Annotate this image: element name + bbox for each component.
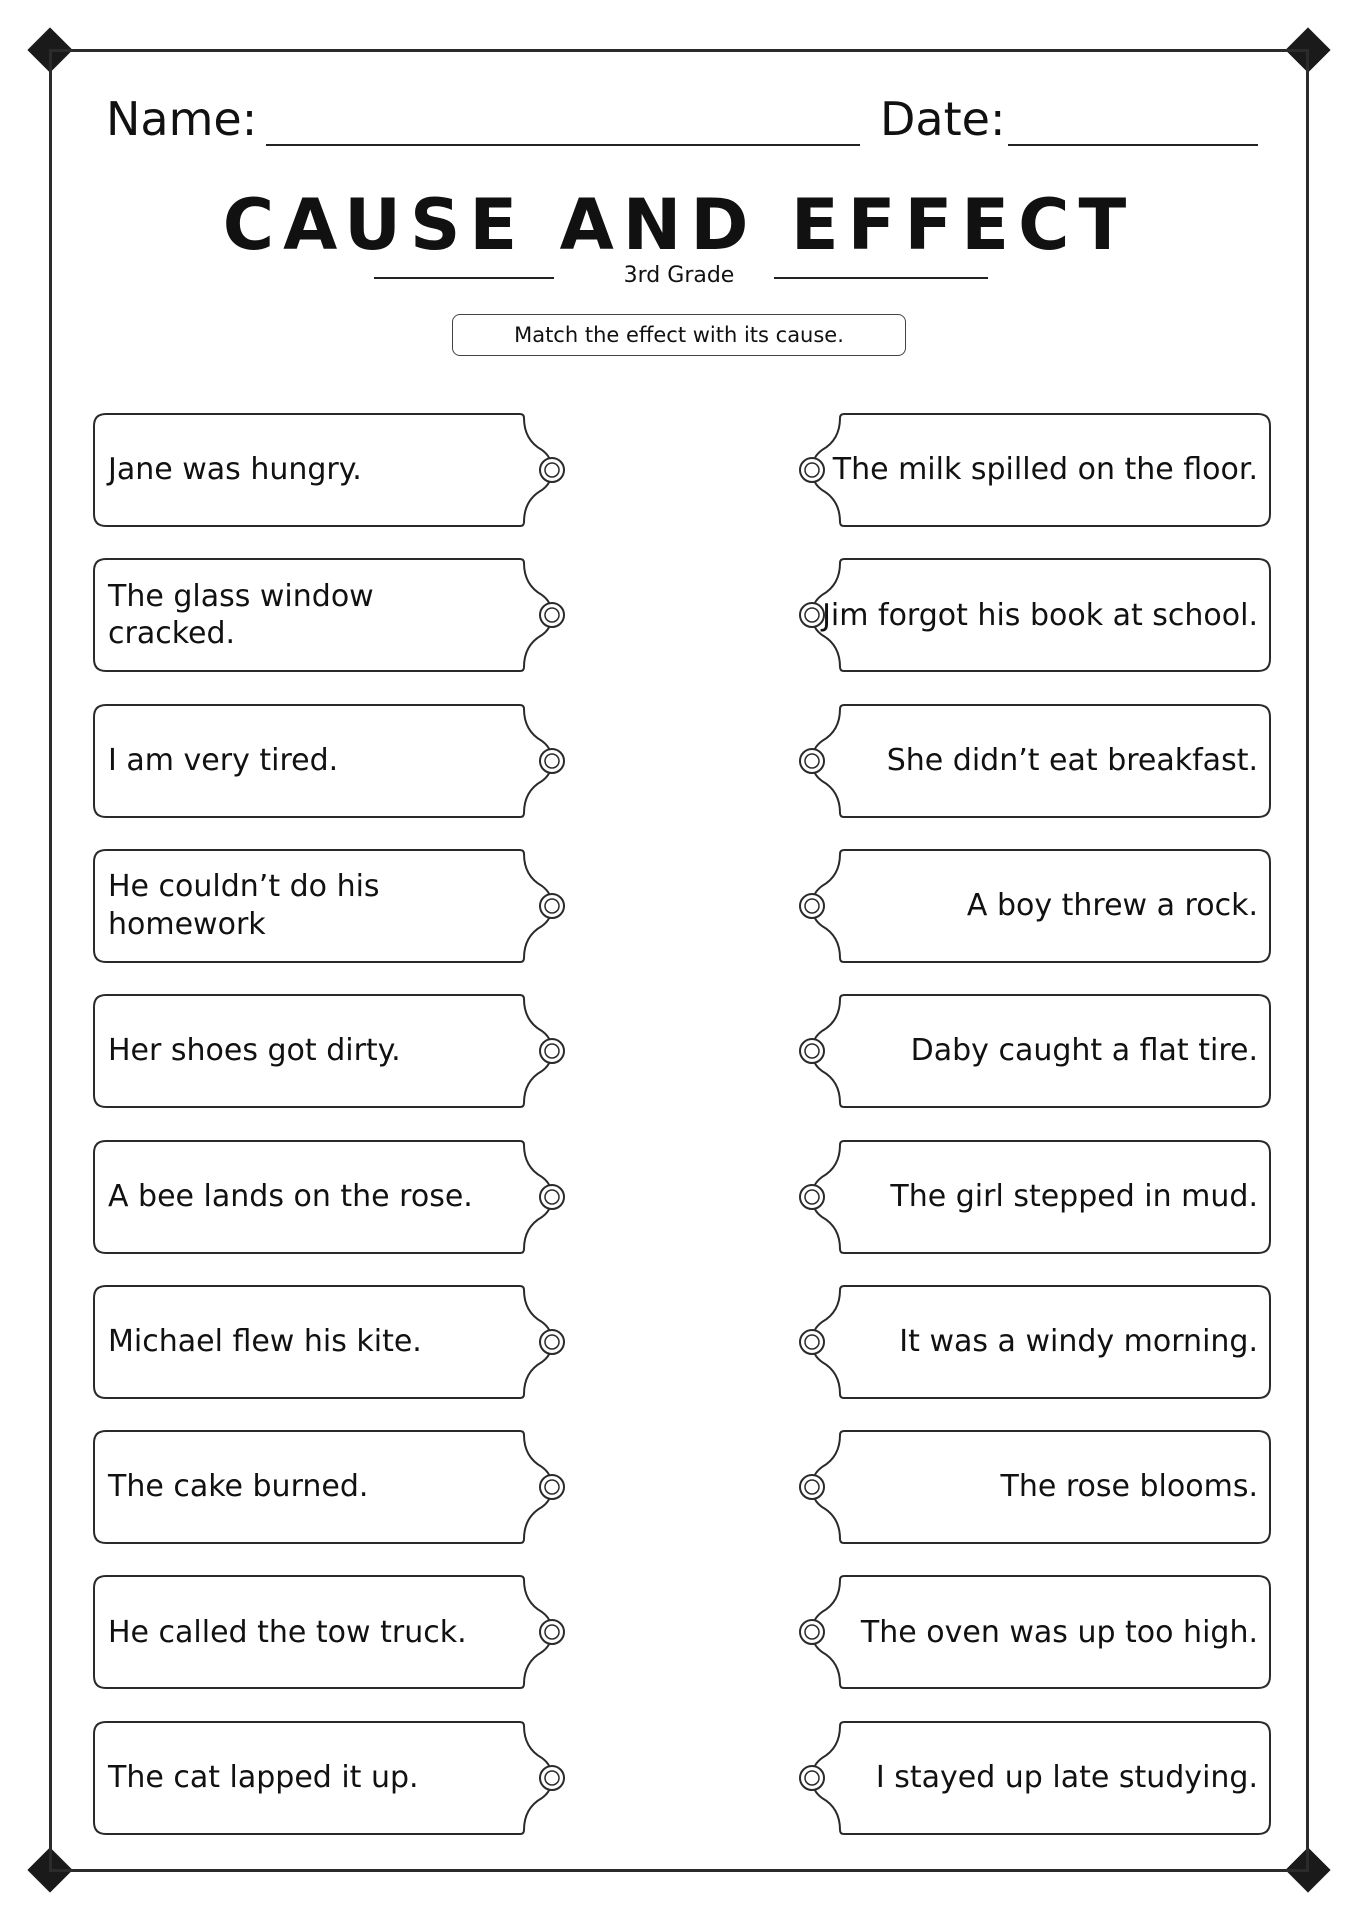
effect-card[interactable] xyxy=(790,414,1270,526)
connector-hole-icon[interactable] xyxy=(800,458,824,482)
connector-hole-icon[interactable] xyxy=(800,1330,824,1354)
cause-text: Michael flew his kite. xyxy=(108,1324,422,1360)
name-label: Name: xyxy=(106,92,258,146)
connector-hole-icon[interactable] xyxy=(800,603,824,627)
cause-card[interactable] xyxy=(94,1576,574,1688)
effect-card[interactable] xyxy=(790,1141,1270,1253)
effect-text: The girl stepped in mud. xyxy=(890,1178,1258,1214)
instruction-box: Match the effect with its cause. xyxy=(452,314,906,356)
cause-card[interactable] xyxy=(94,1431,574,1543)
effect-card[interactable] xyxy=(790,705,1270,817)
connector-hole-icon[interactable] xyxy=(540,603,564,627)
effect-card[interactable] xyxy=(790,1722,1270,1834)
connector-hole-icon[interactable] xyxy=(800,1766,824,1790)
page-title: CAUSE AND EFFECT xyxy=(222,184,1136,266)
cause-text: I am very tired. xyxy=(108,742,339,778)
connector-hole-icon[interactable] xyxy=(540,1475,564,1499)
cause-text: A bee lands on the rose. xyxy=(108,1178,473,1214)
effect-text: She didn’t eat breakfast. xyxy=(886,742,1258,778)
connector-hole-icon[interactable] xyxy=(800,1039,824,1063)
cause-card[interactable] xyxy=(94,705,574,817)
connector-hole-icon[interactable] xyxy=(800,894,824,918)
connector-hole-icon[interactable] xyxy=(800,1620,824,1644)
effect-text: I stayed up late studying. xyxy=(875,1759,1258,1795)
cause-text: He couldn’t do his homework xyxy=(108,869,380,942)
grade-subtitle: 3rd Grade xyxy=(623,263,735,288)
cause-text: The cake burned. xyxy=(108,1469,369,1505)
date-label: Date: xyxy=(880,92,1006,146)
cause-text: He called the tow truck. xyxy=(108,1614,467,1650)
effect-text: Daby caught a flat tire. xyxy=(910,1033,1258,1069)
effect-card[interactable] xyxy=(790,1286,1270,1398)
connector-hole-icon[interactable] xyxy=(540,1039,564,1063)
effect-card[interactable] xyxy=(790,559,1270,671)
cause-card[interactable] xyxy=(94,414,574,526)
date-field[interactable] xyxy=(1008,144,1258,146)
connector-hole-icon[interactable] xyxy=(540,749,564,773)
connector-hole-icon[interactable] xyxy=(540,458,564,482)
effect-card[interactable] xyxy=(790,850,1270,962)
connector-hole-icon[interactable] xyxy=(540,1766,564,1790)
cause-text: Jane was hungry. xyxy=(108,452,362,488)
connector-hole-icon[interactable] xyxy=(800,1475,824,1499)
effect-card[interactable] xyxy=(790,1576,1270,1688)
connector-hole-icon[interactable] xyxy=(540,1185,564,1209)
cause-card[interactable] xyxy=(94,559,574,671)
connector-hole-icon[interactable] xyxy=(800,1185,824,1209)
effect-text: A boy threw a rock. xyxy=(966,888,1258,924)
cause-card[interactable] xyxy=(94,1722,574,1834)
effect-text: The rose blooms. xyxy=(1000,1469,1258,1505)
cause-text: The cat lapped it up. xyxy=(108,1759,419,1795)
cause-card[interactable] xyxy=(94,1141,574,1253)
effect-text: The oven was up too high. xyxy=(860,1614,1258,1650)
effect-text: The milk spilled on the floor. xyxy=(832,452,1258,488)
cause-text: Her shoes got dirty. xyxy=(108,1033,401,1069)
name-field[interactable] xyxy=(266,144,860,146)
cause-card[interactable] xyxy=(94,995,574,1107)
effect-card[interactable] xyxy=(790,995,1270,1107)
effect-text: It was a windy morning. xyxy=(899,1324,1258,1360)
cause-card[interactable] xyxy=(94,1286,574,1398)
connector-hole-icon[interactable] xyxy=(800,749,824,773)
effect-text: Jim forgot his book at school. xyxy=(822,597,1258,633)
connector-hole-icon[interactable] xyxy=(540,1330,564,1354)
effect-card[interactable] xyxy=(790,1431,1270,1543)
connector-hole-icon[interactable] xyxy=(540,1620,564,1644)
connector-hole-icon[interactable] xyxy=(540,894,564,918)
cause-card[interactable] xyxy=(94,850,574,962)
subtitle-divider xyxy=(774,277,988,279)
cause-text: The glass window cracked. xyxy=(108,578,374,652)
